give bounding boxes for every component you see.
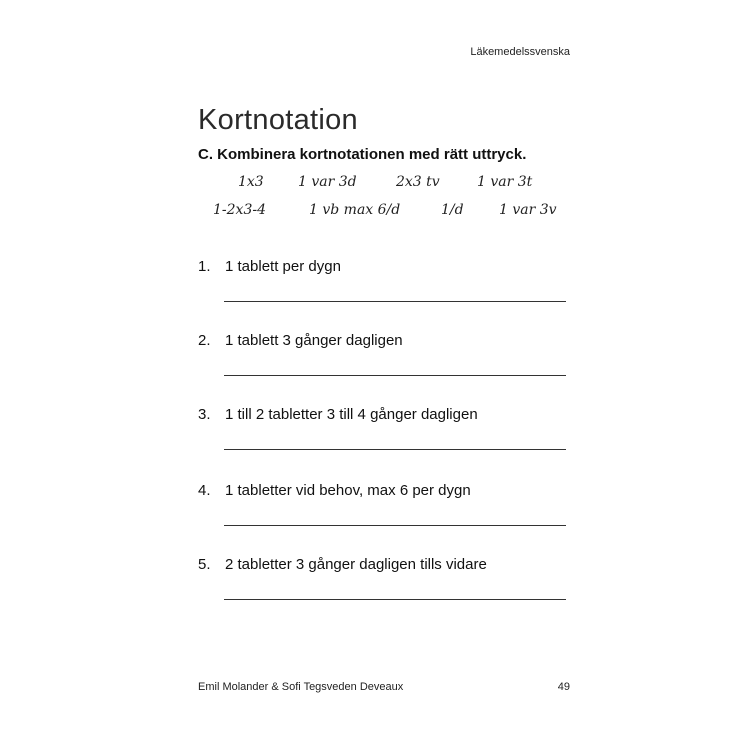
answer-line[interactable] — [224, 375, 566, 376]
answer-line[interactable] — [224, 525, 566, 526]
question-number: 3. — [198, 406, 211, 423]
option-item: 1-2x3-4 — [213, 202, 266, 218]
question-3 — [198, 406, 578, 466]
option-item: 1 var 3d — [298, 174, 357, 190]
option-item: 1/d — [441, 202, 464, 218]
answer-line[interactable] — [224, 449, 566, 450]
question-text: 1 till 2 tabletter 3 till 4 gånger dagligen — [225, 406, 478, 423]
option-item: 1 var 3t — [477, 174, 533, 190]
page-number: 49 — [557, 681, 570, 693]
question-number: 4. — [198, 482, 211, 499]
option-item: 1 var 3v — [499, 202, 557, 218]
option-item: 1 vb max 6/d — [309, 202, 401, 218]
exercise-instruction: C. Kombinera kortnotationen med rätt uttryck. — [198, 146, 527, 163]
option-item: 2x3 tv — [396, 174, 440, 190]
page-title: Kortnotation — [198, 104, 358, 136]
options-row-2 — [198, 202, 578, 222]
question-number: 5. — [198, 556, 211, 573]
answer-line[interactable] — [224, 301, 566, 302]
question-number: 1. — [198, 258, 211, 275]
footer-authors: Emil Molander & Sofi Tegsveden Deveaux — [198, 681, 404, 693]
options-row-1 — [198, 174, 578, 194]
question-5 — [198, 556, 578, 616]
question-text: 1 tabletter vid behov, max 6 per dygn — [225, 482, 471, 499]
running-header: Läkemedelssvenska — [470, 46, 570, 58]
answer-line[interactable] — [224, 599, 566, 600]
question-text: 1 tablett per dygn — [225, 258, 341, 275]
question-text: 2 tabletter 3 gånger dagligen tills vidare — [225, 556, 487, 573]
question-1 — [198, 258, 578, 318]
question-text: 1 tablett 3 gånger dagligen — [225, 332, 403, 349]
question-number: 2. — [198, 332, 211, 349]
question-2 — [198, 332, 578, 392]
option-item: 1x3 — [238, 174, 264, 190]
question-4 — [198, 482, 578, 542]
